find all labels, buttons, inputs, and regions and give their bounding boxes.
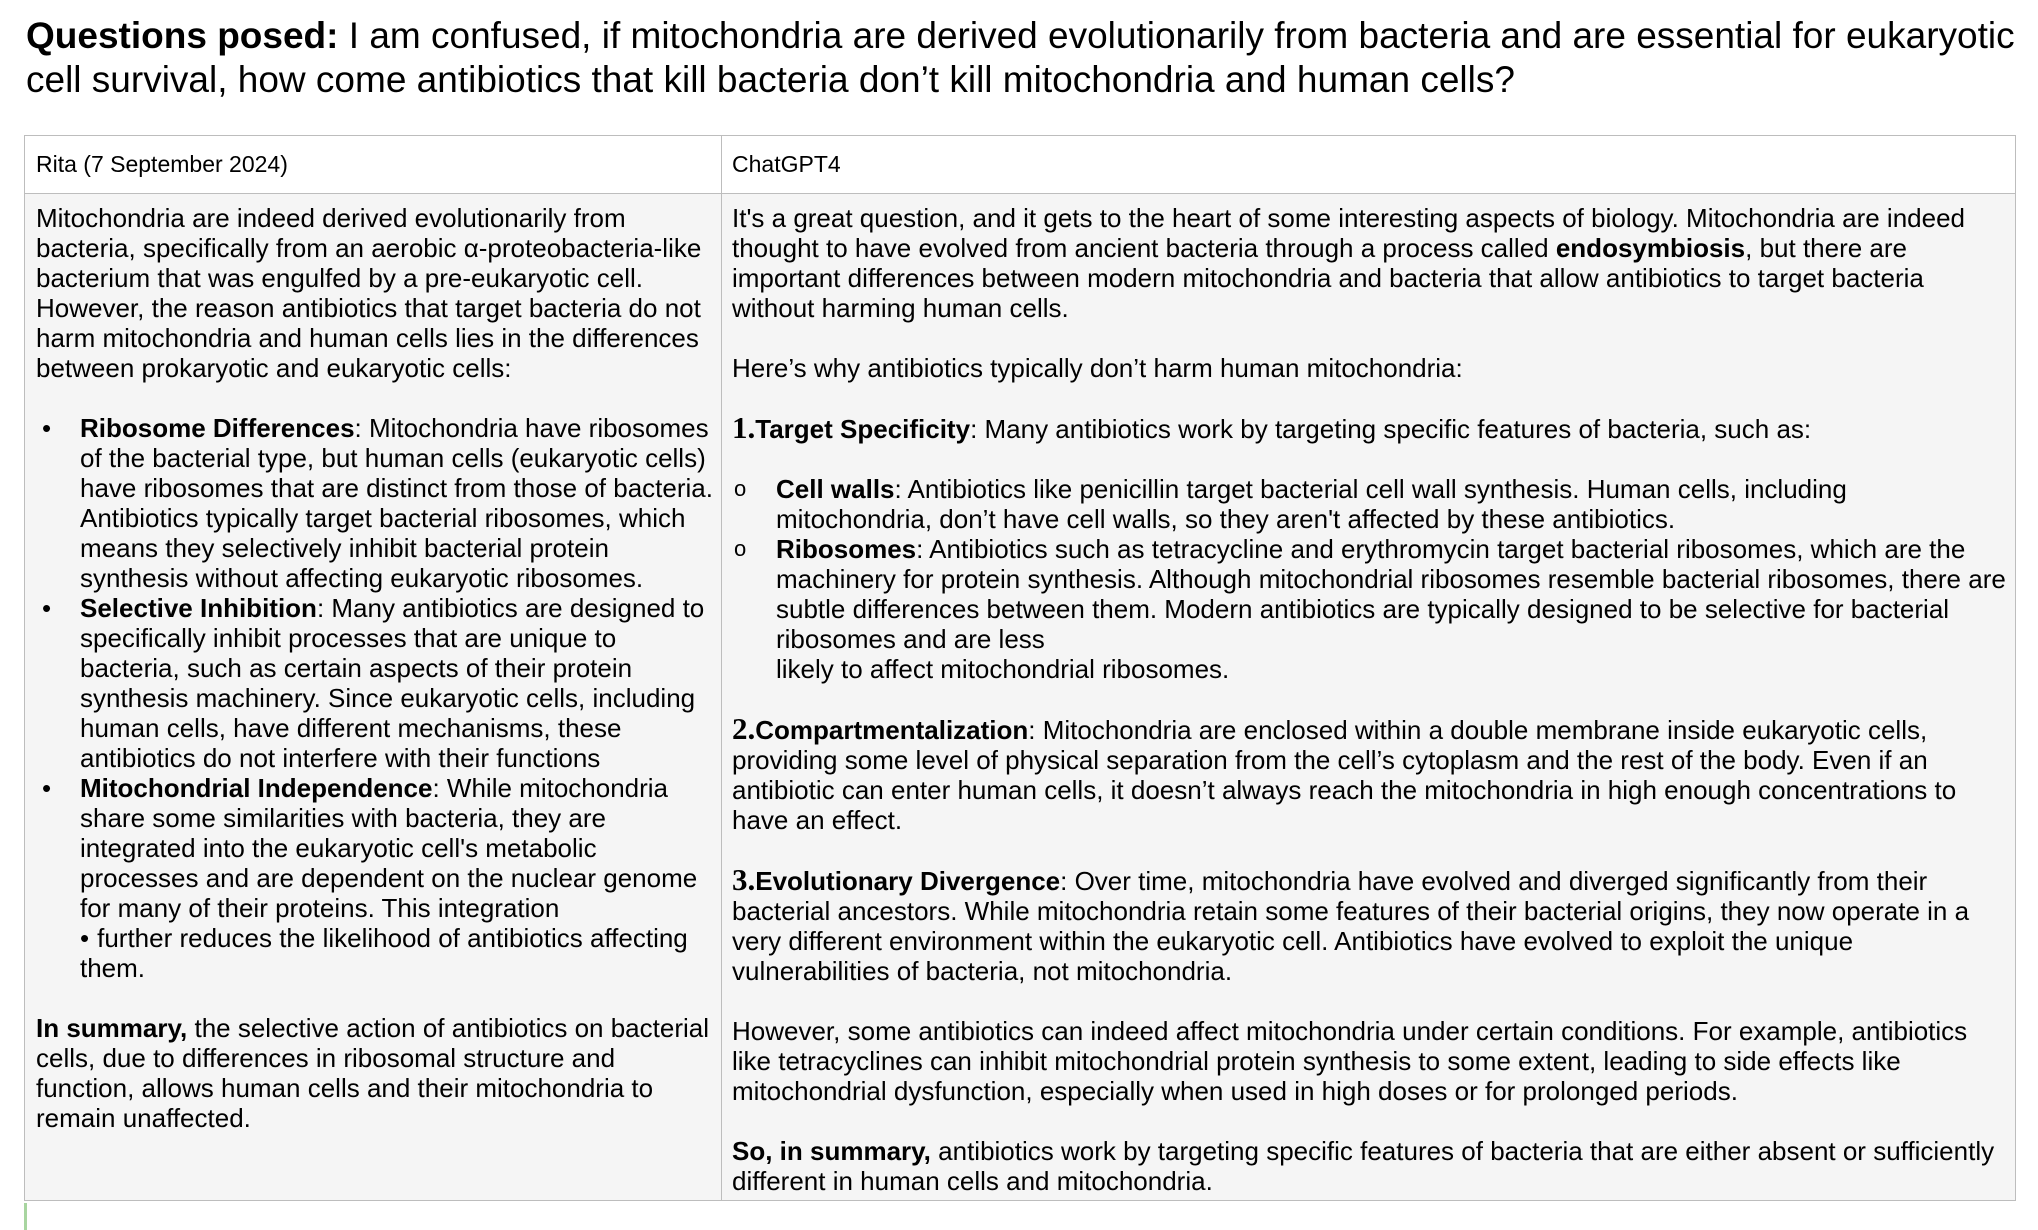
point-text: : Over time, mitochondria have evolved and diverged significantly from their bacterial ancestors. While mitochondria retain some features of their bacterial origins, they now operate in a very different environment within the eukaryotic cell. Antibiotics have evolved to exploit the unique vulnerabilities of bacteria, not mitochondria. — [732, 866, 1970, 986]
chatgpt-however: However, some antibiotics can indeed affect mitochondria under certain conditions. For example, antibiotics like tetracyclines can inhibit mitochondrial protein synthesis to some extent, leading to side effects like mitochondrial dysfunction, especially when used in high doses or for prolonged periods. — [732, 1016, 1968, 1106]
rita-answer-cell — [25, 194, 721, 1200]
numbered-point — [732, 862, 2007, 986]
circle-bullet-icon: o — [734, 536, 747, 561]
list-item — [36, 593, 713, 773]
chatgpt-intro-text: It's a great question, and it gets to the heart of some interesting aspects of biology. Mitochondria are indeed thought to have evolved from ancient bacteria through a process called — [732, 203, 1965, 263]
chatgpt-why: Here’s why antibiotics typically don’t harm human mitochondria: — [732, 353, 1463, 383]
bullet-text: : Many antibiotics are designed to specifically inhibit processes that are unique to bacteria, such as certain aspects of their protein synthesis machinery. Since eukaryotic cells, including human cells, have different mechanisms, these antibiotics do not interfere with their functions — [80, 593, 705, 773]
point-heading: Compartmentalization — [755, 715, 1029, 745]
sub-heading: Ribosomes — [776, 534, 917, 564]
column-divider — [721, 136, 722, 1200]
chatgpt-intro-text-2: , but there are important differences between modern mitochondria and bacteria that allow antibiotics to target bacteria without harming human cells. — [732, 233, 1924, 323]
bullet-heading: Selective Inhibition — [80, 593, 317, 623]
rita-summary-text: the selective action of antibiotics on bacterial cells, due to differences in ribosomal structure and function, allows human cells and their mitochondria to remain unaffected. — [36, 1013, 709, 1133]
list-item — [36, 773, 713, 983]
chatgpt-summary-label: So, in summary, — [732, 1136, 931, 1166]
bullet-icon: • — [42, 773, 52, 803]
circle-bullet-icon: o — [734, 476, 747, 501]
numbered-point — [732, 410, 2007, 445]
rita-intro: Mitochondria are indeed derived evolutionarily from bacteria, specifically from an aerobic α-proteobacteria-like bacterium that was engulfed by a pre-eukaryotic cell. However, the reason antibiotics that target bacteria do not harm mitochondria and human cells lies in the differences between prokaryotic and eukaryotic cells: — [36, 203, 702, 383]
chatgpt-summary-text: antibiotics work by targeting specific features of bacteria that are either absent or sufficiently different in human cells and mitochondria. — [732, 1136, 1995, 1196]
title-question: I am confused, if mitochondria are derived evolutionarily from bacteria and are essential for eukaryotic cell survival, how come antibiotics that kill bacteria don’t kill mitochondria and human cells? — [26, 15, 2015, 100]
point-number: 3. — [732, 862, 756, 897]
inline-bullet-icon: • — [80, 923, 90, 953]
chatgpt-summary — [732, 1136, 2007, 1196]
list-item — [732, 474, 2007, 534]
sub-heading: Cell walls — [776, 474, 895, 504]
bullet-continuation: further reduces the likelihood of antibiotics affecting them. — [80, 923, 688, 983]
table-header-row — [25, 136, 2015, 194]
point-heading: Evolutionary Divergence — [755, 866, 1061, 896]
point-text: : Many antibiotics work by targeting specific features of bacteria, such as: — [970, 414, 1812, 444]
sub-continuation: likely to affect mitochondrial ribosomes. — [776, 654, 1230, 684]
header-chatgpt: ChatGPT4 — [732, 151, 841, 177]
numbered-point — [732, 711, 2007, 835]
chatgpt-intro — [732, 203, 2007, 323]
rita-summary-label: In summary, — [36, 1013, 188, 1043]
bullet-heading: Ribosome Differences — [80, 413, 355, 443]
bullet-text: : Mitochondria have ribosomes of the bacterial type, but human cells (eukaryotic cells) have ribosomes that are distinct from those of bacteria. Antibiotics typically target bacterial ribosomes, which means they selectively inhibit bacterial protein synthesis without affecting eukaryotic ribosomes. — [80, 413, 713, 593]
bullet-text: : While mitochondria share some similarities with bacteria, they are integrated into the eukaryotic cell's metabolic processes and are dependent on the nuclear genome for many of their proteins. This integration — [80, 773, 698, 923]
list-item — [36, 413, 713, 593]
rita-summary — [36, 1013, 713, 1133]
comparison-table — [24, 135, 2016, 1201]
chatgpt-answer-cell — [722, 194, 2015, 1200]
sub-text: : Antibiotics such as tetracycline and erythromycin target bacterial ribosomes, which are the machinery for protein synthesis. Although mitochondrial ribosomes resemble bacterial ribosomes, there are subtle differences between them. Modern antibiotics are typically designed to be selective for bacterial ribosomes and are less — [776, 534, 2006, 654]
title-label: Questions posed: — [26, 15, 339, 56]
point-heading: Target Specificity — [755, 414, 971, 444]
header-rita: Rita (7 September 2024) — [36, 151, 288, 177]
point-text: : Mitochondria are enclosed within a double membrane inside eukaryotic cells, providing some level of physical separation from the cell’s cytoplasm and the rest of the body. Even if an antibiotic can enter human cells, it doesn’t always reach the mitochondria in high enough concentrations to have an effect. — [732, 715, 1957, 835]
point-number: 2. — [732, 711, 756, 746]
bullet-icon: • — [42, 593, 52, 623]
point-number: 1. — [732, 410, 756, 445]
sub-text: : Antibiotics like penicillin target bacterial cell wall synthesis. Human cells, including mitochondria, don’t have cell walls, so they aren't affected by these antibiotics. — [776, 474, 1847, 534]
bullet-heading: Mitochondrial Independence — [80, 773, 433, 803]
page-title — [26, 14, 2016, 102]
bullet-icon: • — [42, 413, 52, 443]
chatgpt-intro-bold: endosymbiosis — [1555, 233, 1746, 263]
list-item — [732, 534, 2007, 684]
margin-marker — [24, 1203, 27, 1230]
